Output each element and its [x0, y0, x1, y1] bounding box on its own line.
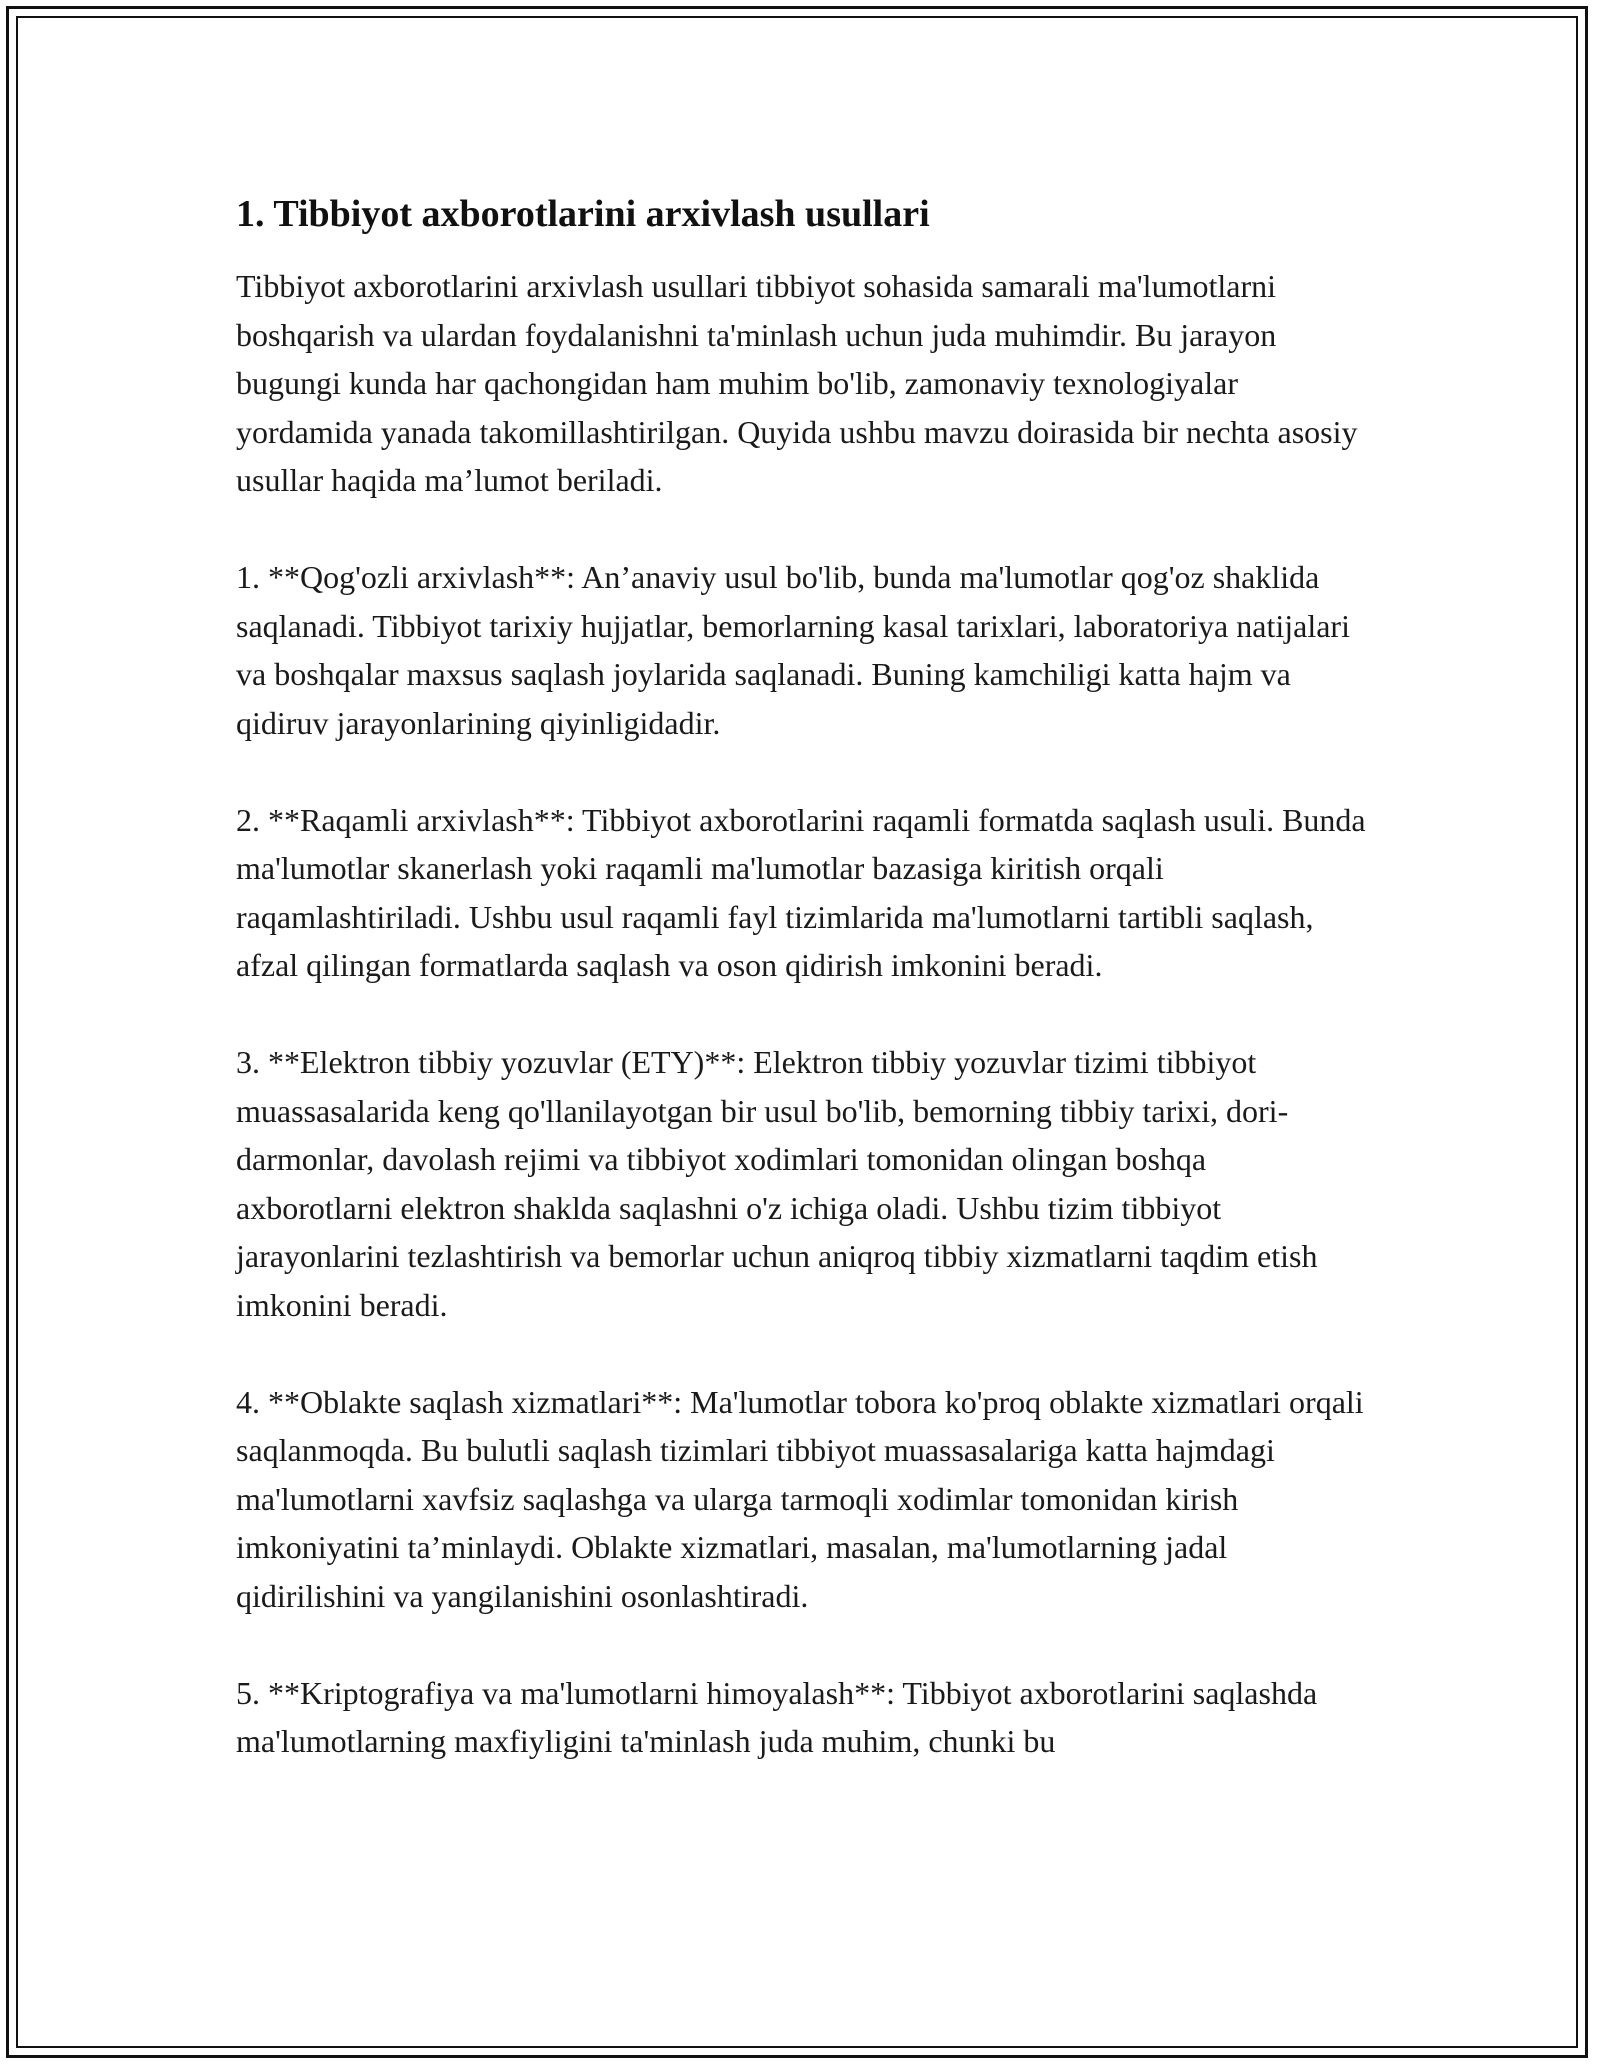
paragraph-digital-archiving: 2. **Raqamli arxivlash**: Tibbiyot axborotlarini raqamli formatda saqlash usuli. Bunda ma'lumotlar skanerlash yoki raqamli ma'lumotlar bazasiga kiritish orqali raqamlashtiriladi. Ushbu usul raqamli fayl tizimlarida ma'lumotlarni tartibli saqlash, afzal qilingan formatlarda saqlash va oson qidirish imkonini beradi. — [236, 801, 1366, 983]
paragraph-cloud-storage: 4. **Oblakte saqlash xizmatlari**: Ma'lumotlar tobora ko'proq oblakte xizmatlari orqali saqlanmoqda. Bu bulutli saqlash tizimlari tibbiyot muassasalariga katta hajmdagi ma'lumotlarni xavfsiz saqlashga va ularga tarmoqli xodimlar tomonidan kirish imkoniyatini ta’minlaydi. Oblakte xizmatlari, masalan, ma'lumotlarning jadal qidirilishini va yangilanishini osonlashtiradi. — [236, 1383, 1364, 1614]
paragraph-cryptography: 5. **Kriptografiya va ma'lumotlarni himoyalash**: Tibbiyot axborotlarini saqlashda ma'lumotlarning maxfiyligini ta'minlash juda muhim, chunki bu — [236, 1674, 1318, 1759]
intro-paragraph: Tibbiyot axborotlarini arxivlash usullari tibbiyot sohasida samarali ma'lumotlarni boshqarish va ulardan foydalanishni ta'minlash uchun juda muhimdir. Bu jarayon bugungi kunda har qachongidan ham muhim bo'lib, zamonaviy texnologiyalar yordamida yanada takomillashtirilgan. Quyida ushbu mavzu doirasida bir nechta asosiy usullar haqida ma’lumot beriladi. — [236, 268, 1358, 498]
document-body — [236, 190, 1366, 1766]
paragraph-paper-archiving: 1. **Qog'ozli arxivlash**: An’anaviy usul bo'lib, bunda ma'lumotlar qog'oz shaklida saqlanadi. Tibbiyot tarixiy hujjatlar, bemorlarning kasal tarixlari, laboratoriya natijalari va boshqalar maxsus saqlash joylarida saqlanadi. Buning kamchiligi katta hajm va qidiruv jarayonlarining qiyinligidadir. — [236, 559, 1350, 741]
paragraph-electronic-records: 3. **Elektron tibbiy yozuvlar (ETY)**: Elektron tibbiy yozuvlar tizimi tibbiyot muassasalarida keng qo'llanilayotgan bir usul bo'lib, bemorning tibbiy tarixi, dori-darmonlar, davolash rejimi va tibbiyot xodimlari tomonidan olingan boshqa axborotlarni elektron shaklda saqlashni o'z ichiga oladi. Ushbu tizim tibbiyot jarayonlarini tezlashtirish va bemorlar uchun aniqroq tibbiy xizmatlarni taqdim etish imkonini beradi. — [236, 1044, 1318, 1323]
document-title: 1. Tibbiyot axborotlarini arxivlash usullari — [236, 193, 930, 235]
